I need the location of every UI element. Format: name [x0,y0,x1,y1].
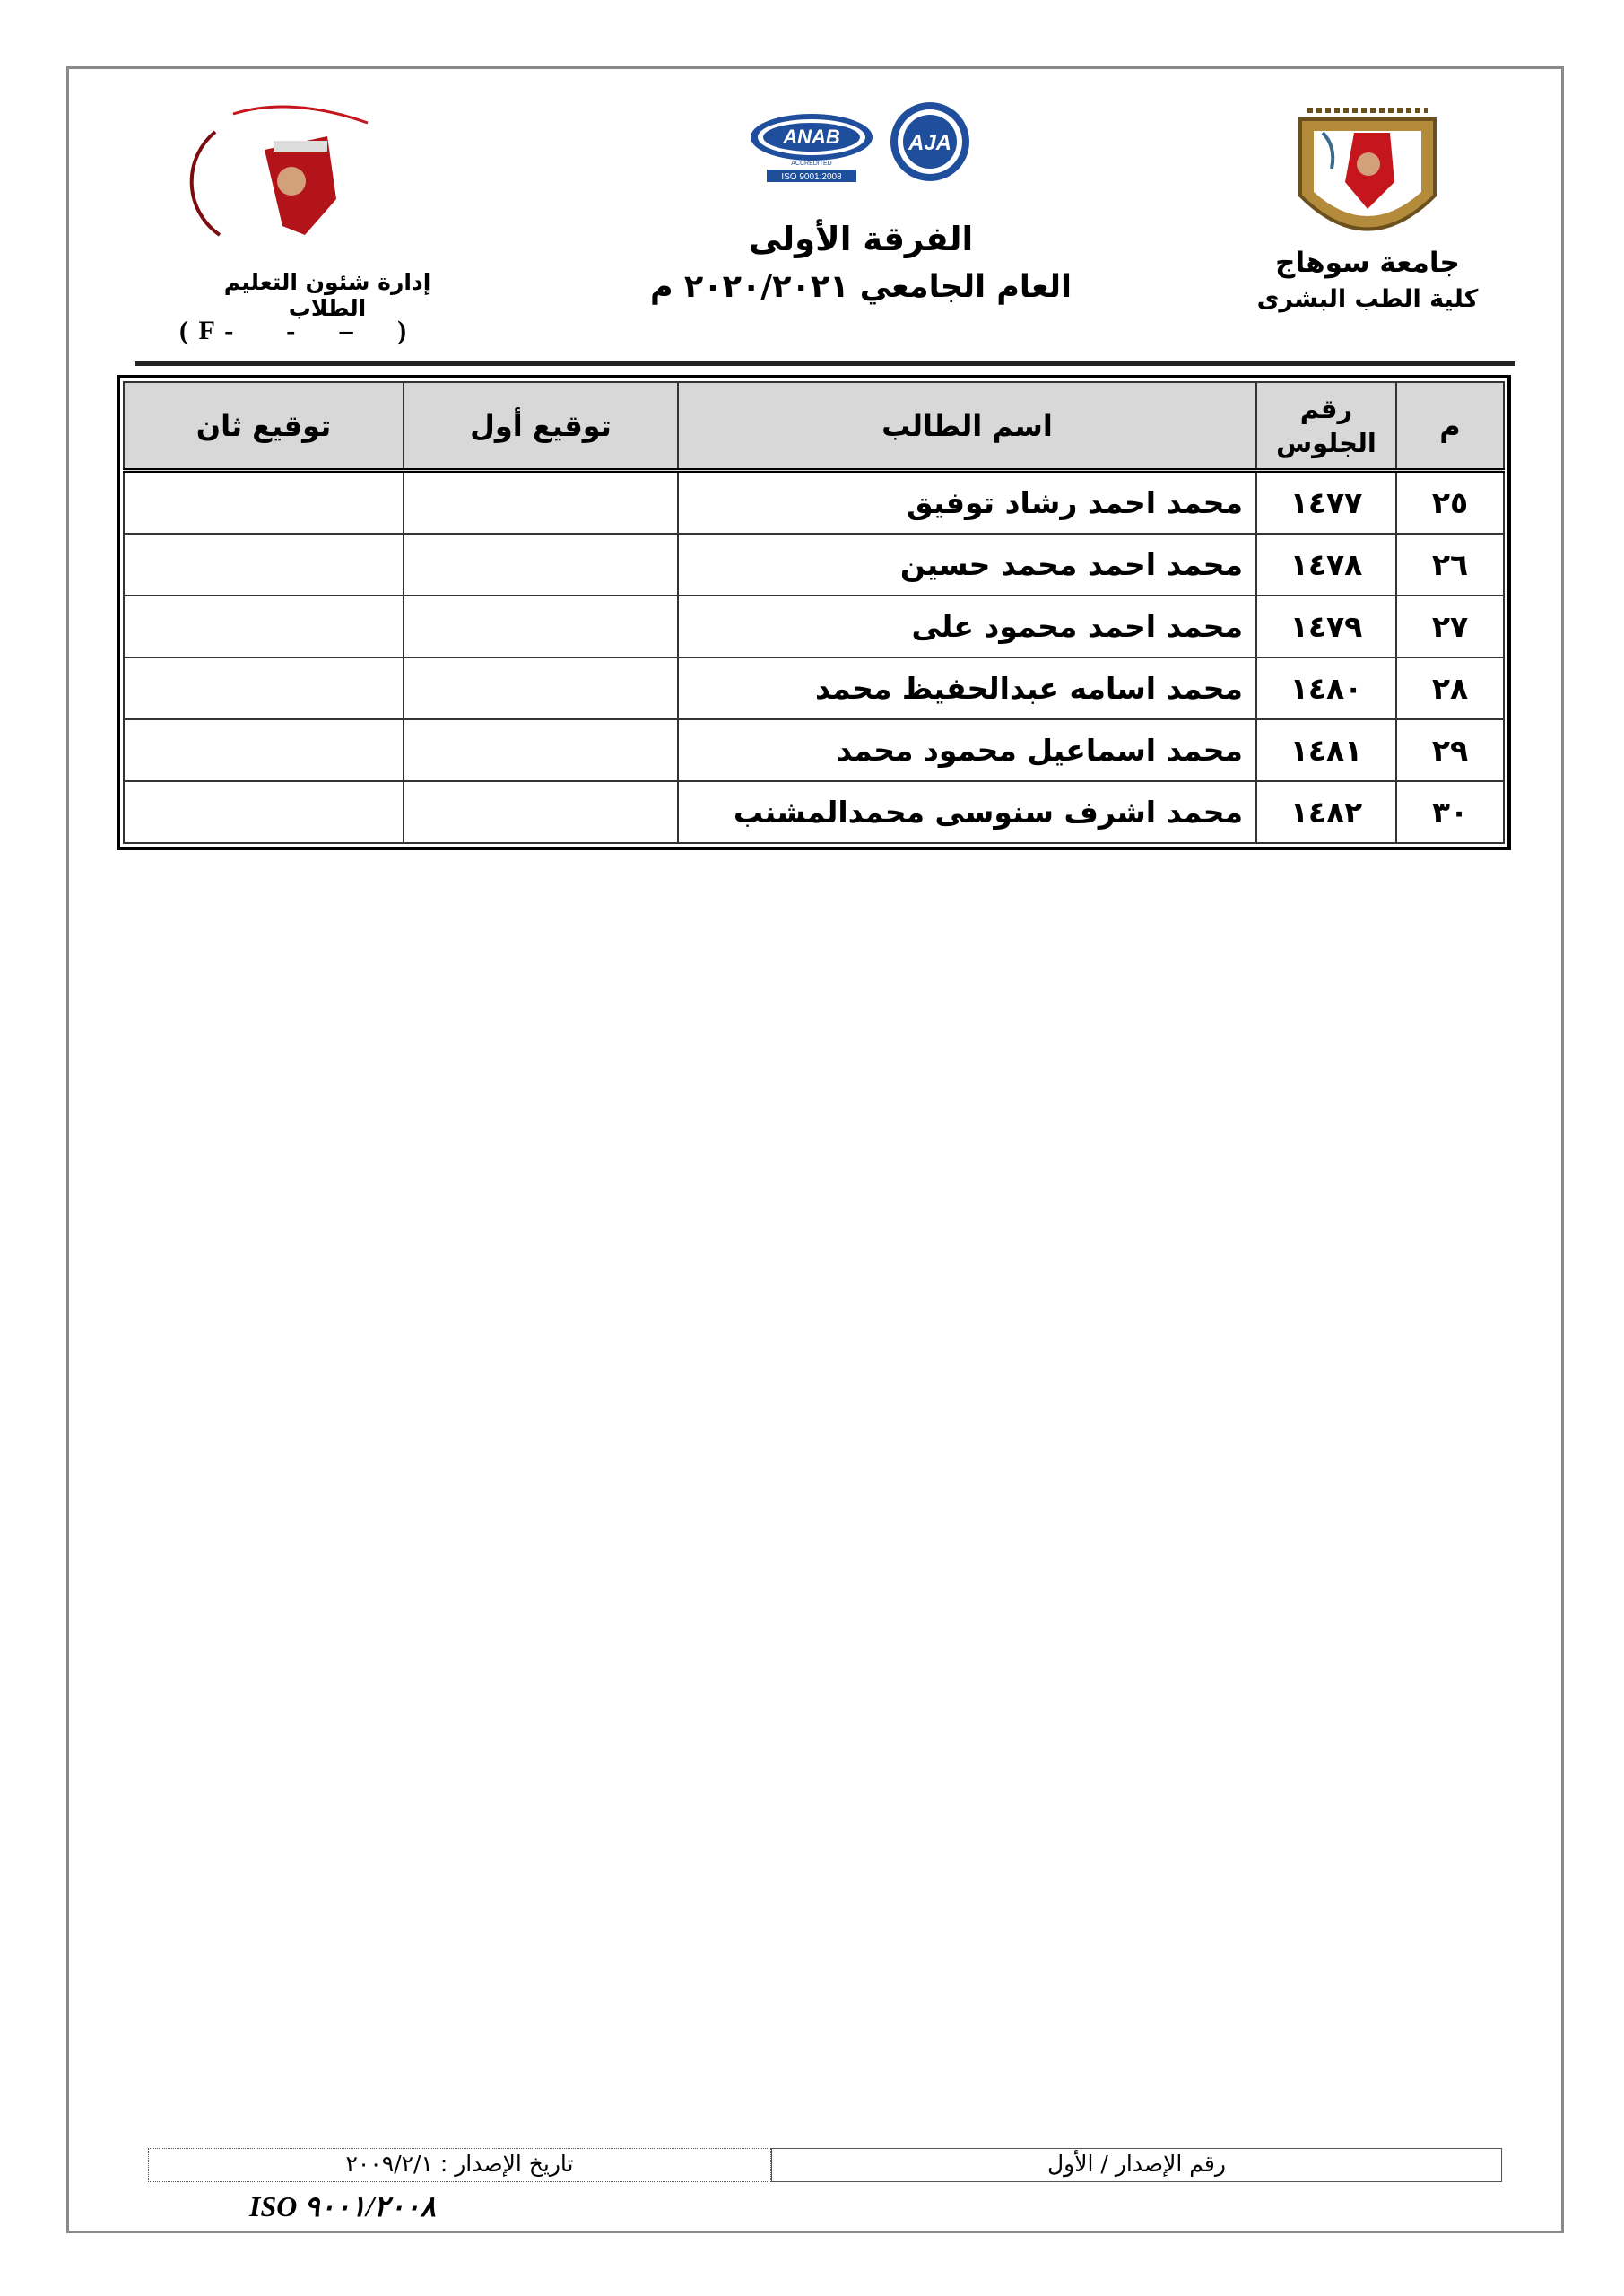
row-second-signature [124,719,404,781]
row-first-signature [404,719,678,781]
row-student-name: محمد اسامه عبدالحفيظ محمد [678,657,1256,719]
row-first-signature [404,781,678,843]
row-student-name: محمد اسماعيل محمود محمد [678,719,1256,781]
row-first-signature [404,534,678,596]
accreditation-badges [731,97,1000,196]
row-index: ٢٥ [1396,471,1504,535]
academic-year-title: العام الجامعي ٢٠٢٠/٢٠٢١ م [650,269,1072,305]
svg-text:ANAB: ANAB [783,126,840,148]
table-row [124,657,1504,719]
svg-text:AJA: AJA [908,131,952,155]
row-index: ٢٦ [1396,534,1504,596]
row-second-signature [124,596,404,657]
header-seat-number [1256,382,1396,471]
header-seat-line2: الجلوس [1276,427,1376,458]
table-row [124,719,1504,781]
header-index: م [1396,382,1504,471]
svg-text:ACCREDITED: ACCREDITED [791,161,832,167]
header-second-signature: توقيع ثان [124,382,404,471]
row-index: ٢٨ [1396,657,1504,719]
row-seat-number: ١٤٧٧ [1256,471,1396,535]
table-header-row [124,382,1504,471]
row-index: ٢٩ [1396,719,1504,781]
iso-standard: ISO ٩٠٠١/٢٠٠٨ [249,2190,436,2222]
table-row [124,781,1504,843]
table-row [124,534,1504,596]
row-second-signature [124,471,404,535]
row-index: ٢٧ [1396,596,1504,657]
svg-text:ISO 9001:2008: ISO 9001:2008 [781,172,842,182]
row-student-name: محمد اشرف سنوسى محمدالمشنب [678,781,1256,843]
header-seat-line1: رقم [1299,393,1353,424]
students-table [123,381,1505,844]
row-seat-number: ١٤٧٨ [1256,534,1396,596]
row-seat-number: ١٤٨٢ [1256,781,1396,843]
row-seat-number: ١٤٨١ [1256,719,1396,781]
row-index: ٣٠ [1396,781,1504,843]
row-second-signature [124,657,404,719]
row-first-signature [404,596,678,657]
row-first-signature [404,657,678,719]
faculty-name: كلية الطب البشرى [1256,285,1479,313]
row-student-name: محمد احمد محمود على [678,596,1256,657]
row-second-signature [124,534,404,596]
row-seat-number: ١٤٨٠ [1256,657,1396,719]
row-student-name: محمد احمد محمد حسين [678,534,1256,596]
faculty-medicine-logo [148,100,408,266]
header-divider [135,361,1515,366]
year-level-title: الفرقة الأولى [748,220,974,258]
issue-number: رقم الإصدار / الأول [771,2148,1502,2182]
department-name: إدارة شئون التعليم الطلاب [223,269,431,321]
row-first-signature [404,471,678,535]
university-name: جامعة سوهاج [1275,247,1460,279]
students-table-frame [117,375,1511,850]
header-first-signature: توقيع أول [404,382,678,471]
sohag-university-seal [1282,97,1453,249]
issue-date: تاريخ الإصدار : ٢٠٠٩/٢/١ [148,2148,771,2182]
row-second-signature [124,781,404,843]
row-seat-number: ١٤٧٩ [1256,596,1396,657]
row-student-name: محمد احمد رشاد توفيق [678,471,1256,535]
form-code: ( F - - – ) [179,316,409,345]
table-row [124,596,1504,657]
header-student-name: اسم الطالب [678,382,1256,471]
table-row [124,471,1504,535]
